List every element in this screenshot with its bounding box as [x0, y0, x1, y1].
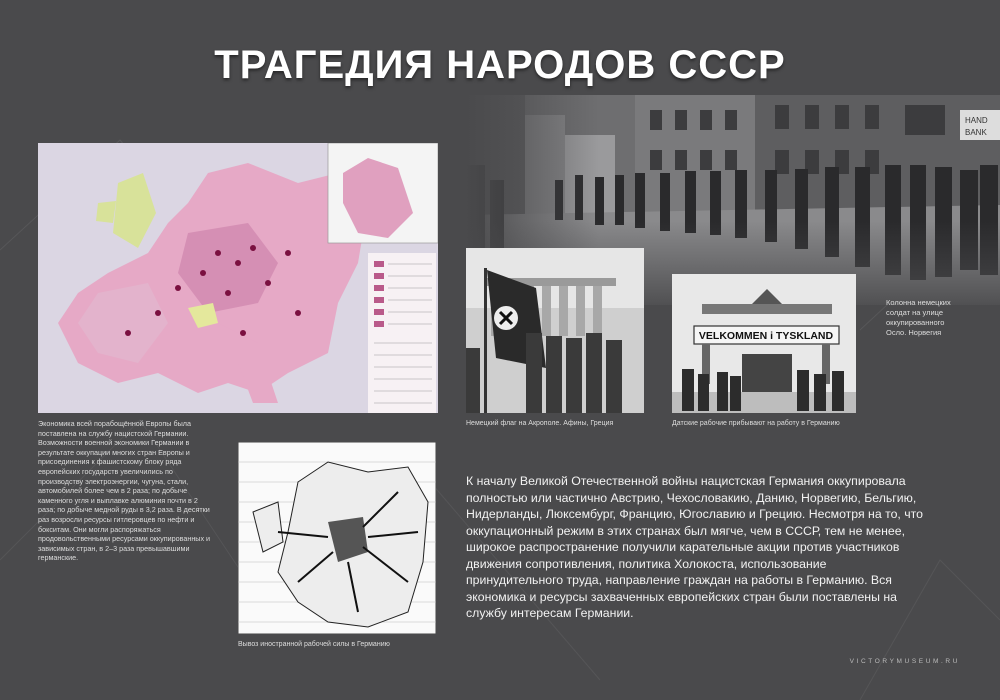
- acropolis-photo: [466, 248, 644, 413]
- page-title: ТРАГЕДИЯ НАРОДОВ СССР: [214, 43, 786, 87]
- danish-workers-caption: Датские рабочие прибывают на работу в Германию: [672, 420, 840, 427]
- acropolis-caption: Немецкий флаг на Акрополе. Афины, Греция: [466, 420, 614, 427]
- velkommen-sign: VELKOMMEN i TYSKLAND: [698, 330, 834, 342]
- labor-map-caption: Вывоз иностранной рабочей силы в Германию: [238, 641, 390, 648]
- economy-map-caption: Экономика всей порабощённой Европы была поставлена на службу нацистской Германии. Возможности военной экономики Германии в результате оккупации многих стран Европы и присоединения к фашистскому блоку ряда европейских государств увеличились по производству электроэнергии, чугуна, стали, автомобилей более чем в 2 раза; по добыче каменного угля и выплавке алюминия почти в 2 раза; по добыче медной руды в 3,2 раза. В десятки раз возросли ресурсы гитлеровцев по нефти и бокситам. Они могли распоряжаться продовольственными ресурсами оккупированных и зависимых стран, в 2–3 раза превышавшими германские.: [38, 419, 211, 563]
- danish-workers-photo: [672, 274, 856, 413]
- website-link[interactable]: VICTORYMUSEUM.RU: [849, 658, 960, 665]
- labor-map-image: [238, 442, 436, 634]
- economy-map-image: [38, 143, 438, 413]
- main-text: К началу Великой Отечественной войны нацистская Германия оккупировала полностью или частично Австрию, Чехословакию, Данию, Норвегию, Бельгию, Нидерланды, Люксембург, Францию, Югославию и Грецию. Несмотря на то, что оккупационный режим в этих странах был мягче, чем в СССР, тем не менее, широкое распространение получили карательные акции против участников движения сопротивления, политика Холокоста, использование принудительного труда, направление граждан на работы в Германию. Вся экономика и ресурсы захваченных европейских стран были поставлены на службу интересам Германии.: [466, 474, 924, 620]
- oslo-caption: Колонна немецких солдат на улице оккупированного Осло. Норвегия: [886, 298, 951, 337]
